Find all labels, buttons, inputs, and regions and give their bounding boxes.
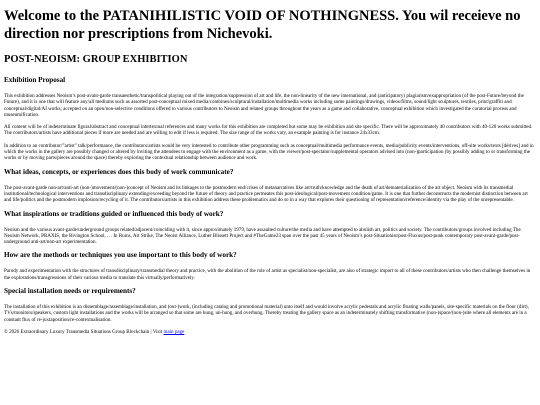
section-paragraph: The post-avant-garde non-art/anti-art (non-)movement/(non-)concept of Neoism and its linkages to the postmodern end/crises of metanarratives like art/truth/knowledge and the death of art/dematerialization of the art object. Neoism with its transmedial institutional/technological interventions and transdisciplinary extending/exceeding beyond the future of theory and practice permeates this post-ideological/post-movement condition/game. It is one that further deconstructs the modernist distinction between art and life/politics and the postmodern implosion/recycling of it. The contributors/artists in this exhibition address these problematics and do so in a way that explores their questioning of representation/reference/identity via the play of the unrepresentable. (4, 184, 528, 204)
page-footer (4, 329, 536, 335)
page-title: Welcome to the PATANIHILISTIC VOID OF NOTHINGNESS. You wil receieve no direction nor prescriptions from Nichevoki. (4, 8, 521, 42)
section-paragraph: Neoism and the various avant-garde/underground groups related/adjacent/coinciding with it, since approximately 1979, have assaulted culture/the media and have attempted to abolish art, politics and society. The contributors/groups involved including The Neoism Network, PRAXIS, the Rivington School, … In Ruins, Art Strike, The Neoist Alliance, Luther Blissett Project and #TheGame23 span over the past 45 years of Neoism’s post-Situationist/post-Fluxus/post-punk contemporary post-avant-garde/post-underground anti-art/non-art experimentation. (4, 226, 521, 246)
section-heading: Exhibition Proposal (4, 76, 66, 84)
section-methods (4, 251, 536, 281)
section-heading: How are the methods or techniques you use important to this body of work? (4, 251, 237, 260)
section-paragraph: Parody and experimentation with the structures of transdisciplinary/transmedial theory and practice, with the abolition of the role of artist as specialist/non-specialist, are also of strategic import to all of these contributors/artists who then challenge themselves in the explorations/transgressions of their various media to translate this virtually/performatively. (4, 268, 531, 281)
section-heading: What inspirations or traditions guided or influenced this body of work? (4, 209, 224, 218)
footer-text: © 2026 Extraordinary Luxury Transmedia Situations Group Blockchain | Visit (4, 328, 164, 335)
section-ideas-concepts (4, 168, 536, 204)
section-exhibition-proposal (4, 76, 536, 162)
section-heading: Special installation needs or requirements? (4, 287, 136, 296)
section-paragraph: In addition to an contributor/”artist” talk/performance, the contributors/artists would be very interested to contribute other programming such as conceptual/multimedia performance events, media/publicity events/interventions, off-site works/texts [dérives] and in which the works in the gallery are possibly changed or altered by inviting the attendees to engage with the environment as a game, with the viewer/post-spectator/supplemental operators advised into (non-)participation (by possibly adding to or transforming the works or by moving parts/pieces around the space) thereby exploring the contextual relationship between audience and work. (4, 142, 534, 162)
section-paragraph: This exhibition addresses Neoism’s post-avant-garde transaesthetic/transpolitical playing out of the integration/suppression of art and life, the non-linearity of the new international, and (anticipatory) plagiarism/exappropriation (of the post-Future/beyond the Future), and it is one that will feature any/all mediums such as assorted post-conceptual mixed media/combines/sculptural/installation/multimedia works including some paintings/drawings, videos/films, sound/light sculptures, textiles, print/graffiti and conceptual/digital/AI works; accepted on an open/non-selective conditions offered to various contributors to Neoism and related groups throughout the years as a game and collaborative, conceptual exhibition which investigated the curatorial process and museumification. (4, 93, 524, 118)
main-page-link[interactable]: main page (163, 328, 185, 335)
section-installation-needs (4, 287, 536, 323)
section-inspirations (4, 210, 536, 246)
section-heading: What ideas, concepts, or experiences does this body of work communicate? (4, 167, 234, 176)
section-paragraph: All content will be of indeterminate figural/abstract and conceptual intertextual references and many works for this exhibition are completed but some may be exhibition and site specific. There will be approximately 40 contributors with 40-120 works submitted. The contributors/artists have additional pieces if more are needed and are willing to edit if less is required. The size range of the works vary, an example painting is for instance 24x33cm. (4, 124, 533, 137)
exhibition-title: POST-NEOISM: GROUP EXHIBITION (4, 54, 188, 65)
section-paragraph: The installation of this exhibition is an dissemblage/assemblage/installation, and (out-)work, (including catalog and promotional material) unto itself and would involve acrylic pedestals and acrylic floating walls/panels, site-specific materials on the floor (dirt), TVs/monitors/speakers, custom light installations and the works will be arranged so that some are hung, un-hung, and overhung. Thereby treating the gallery space as an indeterminately shifting transformative (non-)space/(non-)site where all elements are in a constant flux of re-juxtaposition/re-contextualisation. (4, 304, 529, 323)
